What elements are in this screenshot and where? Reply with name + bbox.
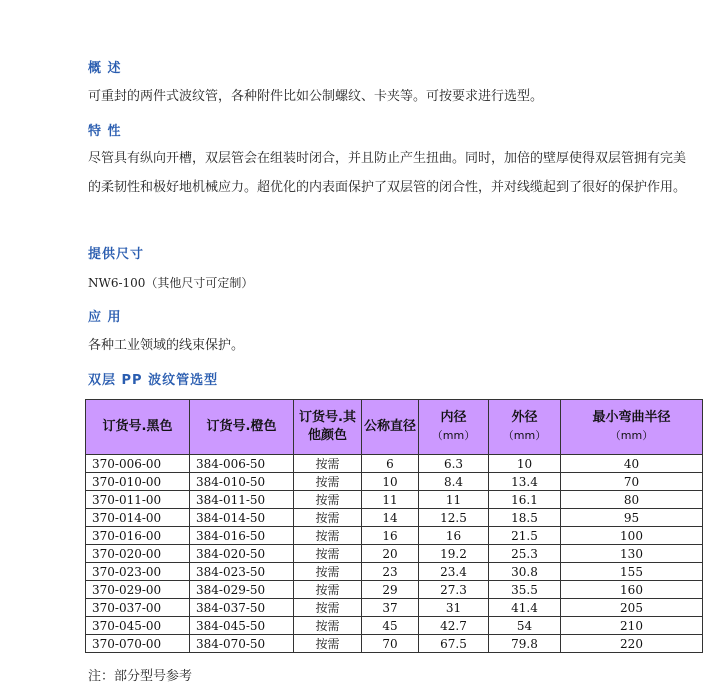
cell-order-orange: 384-016-50 [190,527,294,545]
cell-order-other: 按需 [294,599,362,617]
cell-order-other: 按需 [294,635,362,653]
cell-min-bend-radius: 205 [561,599,703,617]
sizes-text: NW6-100（其他尺寸可定制） [88,276,254,290]
cell-inner-diameter: 8.4 [419,473,489,491]
table-row [86,635,703,653]
cell-nominal-diameter: 14 [362,509,419,527]
table-row [86,509,703,527]
header-order-black: 订货号.黑色 [86,400,190,455]
cell-min-bend-radius: 70 [561,473,703,491]
header-order-orange: 订货号.橙色 [190,400,294,455]
cell-outer-diameter: 18.5 [489,509,561,527]
table-row [86,563,703,581]
cell-inner-diameter: 67.5 [419,635,489,653]
cell-order-black: 370-070-00 [86,635,190,653]
cell-min-bend-radius: 160 [561,581,703,599]
cell-min-bend-radius: 130 [561,545,703,563]
cell-outer-diameter: 35.5 [489,581,561,599]
cell-inner-diameter: 31 [419,599,489,617]
application-text: 各种工业领域的线束保护。 [88,338,245,353]
cell-nominal-diameter: 16 [362,527,419,545]
cell-order-other: 按需 [294,581,362,599]
cell-nominal-diameter: 6 [362,455,419,473]
table-row [86,545,703,563]
cell-order-black: 370-020-00 [86,545,190,563]
cell-inner-diameter: 6.3 [419,455,489,473]
cell-nominal-diameter: 10 [362,473,419,491]
cell-min-bend-radius: 210 [561,617,703,635]
table-note: 注：部分型号参考 [88,669,193,684]
cell-min-bend-radius: 100 [561,527,703,545]
table-row [86,581,703,599]
cell-order-black: 370-016-00 [86,527,190,545]
header-order-other: 订货号.其他颜色 [294,400,362,455]
cell-outer-diameter: 79.8 [489,635,561,653]
overview-text: 可重封的两件式波纹管，各种附件比如公制螺纹、卡夹等。可按要求进行选型。 [88,89,544,104]
cell-order-orange: 384-023-50 [190,563,294,581]
cell-min-bend-radius: 220 [561,635,703,653]
cell-inner-diameter: 27.3 [419,581,489,599]
cell-order-other: 按需 [294,563,362,581]
cell-order-other: 按需 [294,491,362,509]
cell-order-orange: 384-010-50 [190,473,294,491]
cell-min-bend-radius: 80 [561,491,703,509]
cell-order-other: 按需 [294,527,362,545]
table-header-row [86,400,703,455]
header-outer-diameter: 外径 （mm） [489,400,561,455]
cell-order-orange: 384-020-50 [190,545,294,563]
application-heading: 应 用 [88,310,122,325]
cell-order-orange: 384-070-50 [190,635,294,653]
cell-order-orange: 384-006-50 [190,455,294,473]
cell-outer-diameter: 41.4 [489,599,561,617]
cell-order-black: 370-029-00 [86,581,190,599]
cell-nominal-diameter: 70 [362,635,419,653]
cell-order-black: 370-045-00 [86,617,190,635]
overview-heading: 概 述 [88,61,122,76]
table-row [86,473,703,491]
cell-inner-diameter: 19.2 [419,545,489,563]
cell-nominal-diameter: 20 [362,545,419,563]
cell-order-other: 按需 [294,455,362,473]
cell-inner-diameter: 12.5 [419,509,489,527]
cell-min-bend-radius: 95 [561,509,703,527]
cell-order-orange: 384-014-50 [190,509,294,527]
cell-inner-diameter: 42.7 [419,617,489,635]
header-nominal-diameter: 公称直径 [362,400,419,455]
cell-outer-diameter: 25.3 [489,545,561,563]
cell-order-other: 按需 [294,509,362,527]
cell-order-orange: 384-045-50 [190,617,294,635]
cell-order-orange: 384-029-50 [190,581,294,599]
cell-order-other: 按需 [294,545,362,563]
cell-order-black: 370-023-00 [86,563,190,581]
cell-nominal-diameter: 23 [362,563,419,581]
cell-order-black: 370-011-00 [86,491,190,509]
cell-order-other: 按需 [294,473,362,491]
cell-outer-diameter: 30.8 [489,563,561,581]
cell-inner-diameter: 11 [419,491,489,509]
cell-outer-diameter: 10 [489,455,561,473]
cell-order-orange: 384-011-50 [190,491,294,509]
cell-outer-diameter: 16.1 [489,491,561,509]
spec-table [85,399,703,653]
features-text: 尽管具有纵向开槽，双层管会在组装时闭合，并且防止产生扭曲。同时，加倍的壁厚使得双层管拥有完美的柔韧性和极好地机械应力。超优化的内表面保护了双层管的闭合性，并对线缆起到了很好的保护作用。 [88,151,687,195]
header-min-bend-radius: 最小弯曲半径 （mm） [561,400,703,455]
cell-nominal-diameter: 37 [362,599,419,617]
cell-nominal-diameter: 11 [362,491,419,509]
table-row [86,617,703,635]
table-body [86,455,703,653]
features-heading: 特 性 [88,124,122,139]
table-row [86,599,703,617]
cell-order-black: 370-006-00 [86,455,190,473]
cell-nominal-diameter: 29 [362,581,419,599]
cell-order-other: 按需 [294,617,362,635]
cell-outer-diameter: 21.5 [489,527,561,545]
cell-order-black: 370-037-00 [86,599,190,617]
cell-min-bend-radius: 155 [561,563,703,581]
cell-order-black: 370-014-00 [86,509,190,527]
cell-outer-diameter: 13.4 [489,473,561,491]
table-row [86,455,703,473]
table-row [86,491,703,509]
cell-order-orange: 384-037-50 [190,599,294,617]
cell-inner-diameter: 16 [419,527,489,545]
sizes-heading: 提供尺寸 [88,247,145,262]
header-inner-diameter: 内径 （mm） [419,400,489,455]
cell-inner-diameter: 23.4 [419,563,489,581]
cell-min-bend-radius: 40 [561,455,703,473]
cell-nominal-diameter: 45 [362,617,419,635]
table-row [86,527,703,545]
cell-order-black: 370-010-00 [86,473,190,491]
table-title: 双层 PP 波纹管选型 [88,373,219,388]
cell-outer-diameter: 54 [489,617,561,635]
